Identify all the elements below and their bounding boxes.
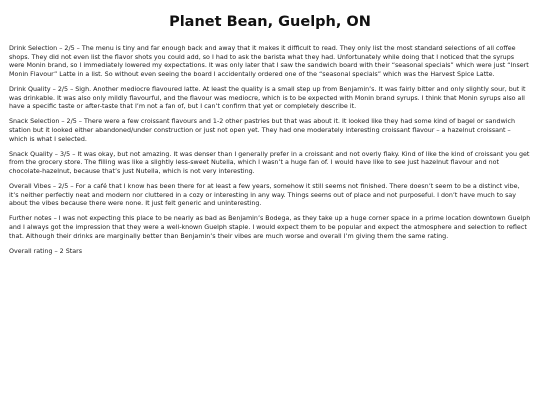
paragraph-further-notes: Further notes – I was not expecting this place to be nearly as bad as Benjamin’s Bodega, as they take up a huge corner space in a prime location downtown Guelph and I always got the impression that they were a well-known Guelph staple. I would expect them to be popular and expect the atmosphere and selection to reflect that. Although their drinks are marginally better than Benjamin’s their vibes are much worse and overall I’m giving them the same rating. bbox=[9, 215, 531, 240]
page-title: Planet Bean, Guelph, ON bbox=[169, 14, 371, 30]
paragraph-overall-rating: Overall rating – 2 Stars bbox=[9, 247, 83, 255]
review-body bbox=[9, 45, 531, 256]
paragraph-snack-quality: Snack Quality – 3/5 – It was okay, but not amazing. It was denser than I generally prefer in a croissant and not overly flaky. Kind of like the kind of croissant you get from the grocery store. The filling was like a slightly less-sweet Nutella, which I wasn’t a huge fan of. I would have like to see just hazelnut flavour and not chocolate-hazelnut, because that’s just Nutella, which is not very interesting. bbox=[9, 150, 530, 175]
review-page bbox=[0, 13, 540, 256]
paragraph-drink-selection: Drink Selection – 2/5 – The menu is tiny and far enough back and away that it makes it difficult to read. They only list the most standard selections of all coffee shops. They did not even list the flavor shots you could add, so I had to ask the barista what they had. Unfortunately while doing that I noticed that the syrups were Monin brand, so I immediately lowered my expectations. It was only later that I saw the sandwich board with their “seasonal specials” which were just “Insert Monin Flavour” Latte in a list. So without even seeing the board I accidentally ordered one of the “seasonal specials” which was the Harvest Spice Latte. bbox=[9, 45, 529, 78]
paragraph-drink-quality: Drink Quality – 2/5 – Sigh. Another mediocre flavoured latte. At least the quality is a small step up from Benjamin’s. It was fairly bitter and only slightly sour, but it was drinkable. It was also only mildly flavourful, and the flavour was mediocre, which is to be expected with Monin brand syrups. I think that Monin syrups also all have a specific taste or after-taste that I’m not a fan of, but I can’t confirm that yet or completely describe it. bbox=[9, 85, 526, 111]
paragraph-snack-selection: Snack Selection – 2/5 – There were a few croissant flavours and 1-2 other pastries but that was about it. It looked like they had some kind of bagel or sandwich station but it looked either abandoned/under construction or just not open yet. They had one moderately interesting croissant flavour – a hazelnut croissant – which is what I selected. bbox=[9, 118, 516, 143]
paragraph-overall-vibes: Overall Vibes – 2/5 – For a café that I know has been there for at least a few years, somehow it still seems not finished. There doesn’t seem to be a distinct vibe, it’s neither perfectly neat and modern nor cluttered in a cozy or interesting in any way. Things seems out of place and not purposeful. I don’t have much to say about the vibes because there were none. It just felt generic and uninteresting. bbox=[9, 183, 520, 208]
